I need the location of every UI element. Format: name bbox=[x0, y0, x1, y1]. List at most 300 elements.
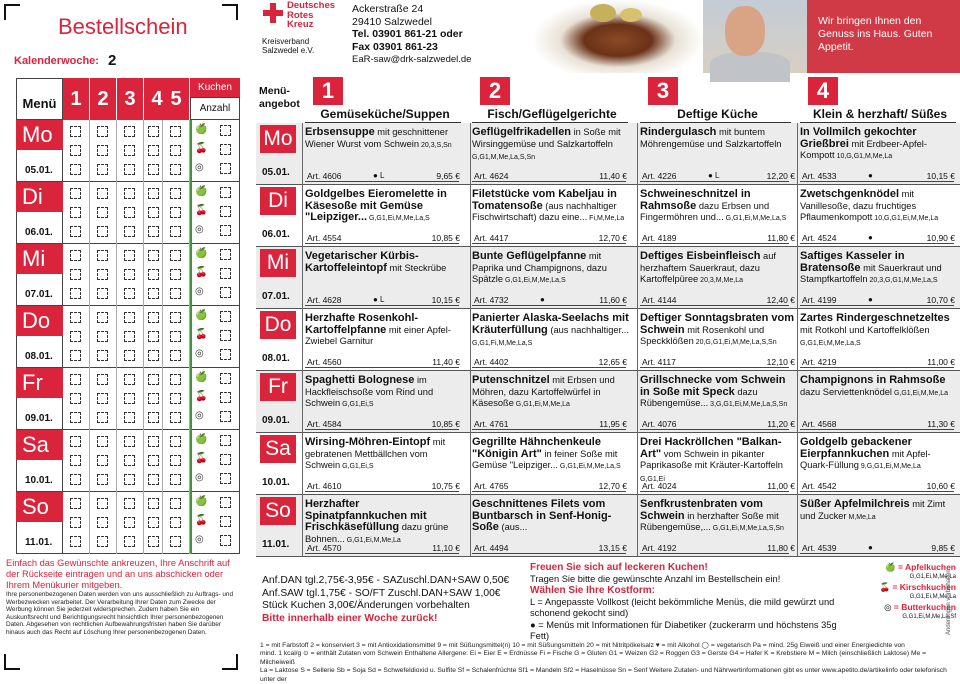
order-checkbox-menu-3[interactable] bbox=[124, 517, 135, 528]
order-checkbox-menu-5[interactable] bbox=[170, 517, 181, 528]
order-checkbox-menu-3[interactable] bbox=[124, 350, 135, 361]
order-checkbox-menu-2[interactable] bbox=[97, 536, 108, 547]
dish[interactable] bbox=[800, 313, 958, 350]
day-label: Mi bbox=[16, 244, 63, 274]
kuchen-quantity-box[interactable] bbox=[220, 473, 231, 484]
crop-mark bbox=[4, 4, 20, 20]
order-checkbox-menu-2[interactable] bbox=[97, 393, 108, 404]
order-checkbox-menu-4[interactable] bbox=[148, 350, 159, 361]
dish-description: auf herzhaftem Sauerkraut, dazu Kartoffelpüree bbox=[640, 251, 776, 284]
dish-name: Grillschnecke vom Schwein in Soße mit Speck bbox=[640, 374, 786, 398]
menu-day-date: 05.01. bbox=[262, 167, 290, 178]
dish-description: mit Sauerkraut und Stampfkartoffeln bbox=[800, 262, 942, 284]
dish-allergens: 20,G,G1,Ei,M,Me,La,S,Sn bbox=[693, 339, 777, 346]
order-checkbox-menu-3[interactable] bbox=[124, 536, 135, 547]
form-title: Bestellschein bbox=[58, 14, 188, 39]
menu-day-label: Sa bbox=[260, 435, 296, 463]
column-title-4: Klein & herzhaft/ Süßes bbox=[812, 107, 948, 121]
diet-marker: ● bbox=[868, 233, 873, 242]
dish-description: im Hackfleischsoße vom Rind und Schwein bbox=[305, 375, 434, 408]
article-number: Art. 4554 bbox=[307, 233, 342, 243]
dish-price: 12,40 € bbox=[766, 295, 795, 305]
price-underline bbox=[305, 429, 459, 430]
order-checkbox-menu-4[interactable] bbox=[148, 517, 159, 528]
order-checkbox-menu-3[interactable] bbox=[124, 164, 135, 175]
column-separator bbox=[470, 495, 471, 557]
dish[interactable] bbox=[800, 499, 958, 523]
contact-address: Ackerstraße 24 29410 Salzwedel Tel. 03901 861-21 oder Fax 03901 861-23 bbox=[352, 3, 463, 53]
column-number-3: 3 bbox=[648, 77, 678, 105]
price-underline bbox=[800, 181, 954, 182]
column-number-4: 4 bbox=[808, 77, 838, 105]
dish-price: 10,15 € bbox=[926, 171, 955, 181]
price-underline bbox=[640, 429, 789, 430]
dish-price: 11,40 € bbox=[599, 171, 627, 181]
dish-price: 12,70 € bbox=[598, 481, 627, 491]
kuchen-quantity-box[interactable] bbox=[220, 497, 231, 508]
dish-name: Zartes Rindergeschnetzeltes bbox=[800, 312, 950, 324]
dish-allergens: G,G1,Ei,M,Me,La bbox=[892, 389, 949, 397]
dish[interactable] bbox=[800, 437, 958, 473]
order-checkbox-menu-2[interactable] bbox=[97, 374, 108, 385]
order-checkbox-menu-2[interactable] bbox=[97, 312, 108, 323]
article-number: Art. 4732 bbox=[474, 295, 509, 305]
day-label: So bbox=[16, 492, 63, 522]
order-checkbox-menu-1[interactable] bbox=[70, 517, 81, 528]
price-underline bbox=[472, 305, 626, 306]
order-checkbox-menu-5[interactable] bbox=[170, 207, 181, 218]
order-checkbox-menu-2[interactable] bbox=[97, 226, 108, 237]
dish-name: Gegrillte Hähnchenkeule "Königin Art" bbox=[472, 436, 601, 460]
dish[interactable] bbox=[472, 313, 630, 350]
dish[interactable] bbox=[640, 189, 798, 225]
order-checkbox-menu-2[interactable] bbox=[97, 455, 108, 466]
kuchen-quantity-box[interactable] bbox=[220, 411, 231, 422]
day-label: Di bbox=[16, 182, 63, 212]
article-number: Art. 4584 bbox=[307, 419, 342, 429]
menu-day-date: 11.01. bbox=[262, 539, 290, 550]
dish[interactable] bbox=[640, 127, 798, 151]
menu-day-label: Mi bbox=[260, 249, 296, 277]
apple-icon: 🍏 bbox=[195, 496, 208, 507]
order-checkbox-menu-5[interactable] bbox=[170, 269, 181, 280]
column-number-1: 1 bbox=[313, 77, 343, 105]
order-checkbox-menu-2[interactable] bbox=[97, 436, 108, 447]
dish[interactable] bbox=[640, 313, 798, 349]
price-underline bbox=[472, 553, 626, 554]
article-number: Art. 4610 bbox=[307, 481, 342, 491]
day-label: Do bbox=[16, 306, 63, 336]
kuchen-quantity-box[interactable] bbox=[220, 349, 231, 360]
order-checkbox-menu-2[interactable] bbox=[97, 188, 108, 199]
org-name: Deutsches Rotes Kreuz bbox=[287, 0, 336, 30]
dish[interactable] bbox=[305, 189, 463, 225]
article-number: Art. 4560 bbox=[307, 357, 342, 367]
calendar-week-value[interactable]: 2 bbox=[108, 52, 117, 69]
order-checkbox-menu-5[interactable] bbox=[170, 188, 181, 199]
dish[interactable] bbox=[305, 251, 463, 275]
dish-price: 12,20 € bbox=[766, 171, 795, 181]
order-checkbox-menu-1[interactable] bbox=[70, 536, 81, 547]
column-separator bbox=[302, 247, 303, 309]
order-checkbox-menu-3[interactable] bbox=[124, 498, 135, 509]
order-checkbox-menu-2[interactable] bbox=[97, 164, 108, 175]
order-checkbox-menu-5[interactable] bbox=[170, 412, 181, 423]
apple-icon: 🍏 bbox=[195, 186, 208, 197]
dish-description: (aus nachhaltiger... bbox=[547, 324, 629, 335]
dish[interactable] bbox=[305, 127, 463, 151]
order-checkbox-menu-2[interactable] bbox=[97, 269, 108, 280]
article-number: Art. 4542 bbox=[802, 481, 837, 491]
dish-price: 9,85 € bbox=[931, 543, 955, 553]
dish-name: Wirsing-Möhren-Eintopf bbox=[305, 436, 431, 448]
menu-number-5: 5 bbox=[163, 78, 190, 120]
order-checkbox-menu-4[interactable] bbox=[148, 331, 159, 342]
dish-price: 11,80 € bbox=[767, 543, 795, 553]
order-checkbox-menu-2[interactable] bbox=[97, 288, 108, 299]
price-underline bbox=[640, 491, 789, 492]
dish[interactable] bbox=[800, 189, 958, 225]
order-checkbox-menu-5[interactable] bbox=[170, 536, 181, 547]
order-checkbox-menu-3[interactable] bbox=[124, 250, 135, 261]
order-checkbox-menu-1[interactable] bbox=[70, 226, 81, 237]
order-checkbox-menu-4[interactable] bbox=[148, 288, 159, 299]
order-checkbox-menu-5[interactable] bbox=[170, 288, 181, 299]
column-number-2: 2 bbox=[480, 77, 510, 105]
order-checkbox-menu-2[interactable] bbox=[97, 474, 108, 485]
price-underline bbox=[472, 491, 626, 492]
order-checkbox-menu-3[interactable] bbox=[124, 288, 135, 299]
anzahl-header: Anzahl bbox=[190, 97, 240, 120]
order-checkbox-menu-3[interactable] bbox=[124, 126, 135, 137]
menu-day-date: 07.01. bbox=[262, 291, 290, 302]
cherry-icon: 🍒 bbox=[195, 205, 208, 216]
kostform-info: Freuen Sie sich auf leckeren Kuchen! Tragen Sie bitte die gewünschte Anzahl im Bestellschein ein! Wählen Sie Ihre Kostform: L = Angepasste Vollkost (leicht bekömmliche Menüs, die mild gewürzt und schonend gekocht sind) ● = Menüs mit Informationen für Diabetiker (zuckerarm und höchstens 35g Fett) bbox=[530, 562, 837, 641]
column-separator bbox=[302, 371, 303, 433]
order-checkbox-menu-3[interactable] bbox=[124, 331, 135, 342]
order-checkbox-menu-3[interactable] bbox=[124, 188, 135, 199]
dish-description: dazu Serviettenknödel bbox=[800, 386, 892, 397]
day-date: 05.01. bbox=[16, 150, 63, 182]
order-checkbox-menu-4[interactable] bbox=[148, 250, 159, 261]
dish-name: Vegetarischer Kürbis-Kartoffeleintopf bbox=[305, 250, 419, 274]
order-checkbox-menu-5[interactable] bbox=[170, 126, 181, 137]
dish-allergens: G,G1,Ei,M,Me,La,S,Sn bbox=[710, 525, 784, 532]
dish[interactable] bbox=[472, 189, 630, 225]
order-checkbox-menu-5[interactable] bbox=[170, 350, 181, 361]
order-checkbox-menu-1[interactable] bbox=[70, 126, 81, 137]
kuchen-quantity-box[interactable] bbox=[220, 373, 231, 384]
order-checkbox-menu-2[interactable] bbox=[97, 331, 108, 342]
diet-marker: ● bbox=[868, 543, 873, 552]
order-checkbox-menu-1[interactable] bbox=[70, 164, 81, 175]
column-separator bbox=[302, 495, 303, 557]
dish[interactable] bbox=[472, 437, 630, 473]
order-checkbox-menu-5[interactable] bbox=[170, 250, 181, 261]
order-checkbox-menu-4[interactable] bbox=[148, 126, 159, 137]
dish-price: 11,80 € bbox=[767, 233, 795, 243]
price-underline bbox=[305, 305, 459, 306]
dish-price: 10,60 € bbox=[926, 481, 955, 491]
dish[interactable] bbox=[472, 127, 630, 164]
cherry-icon: 🍒 bbox=[879, 582, 891, 592]
kuchen-quantity-box[interactable] bbox=[220, 268, 231, 279]
order-checkbox-menu-2[interactable] bbox=[97, 207, 108, 218]
order-checkbox-menu-2[interactable] bbox=[97, 498, 108, 509]
order-checkbox-menu-4[interactable] bbox=[148, 269, 159, 280]
order-checkbox-menu-1[interactable] bbox=[70, 269, 81, 280]
order-checkbox-menu-5[interactable] bbox=[170, 393, 181, 404]
order-checkbox-menu-2[interactable] bbox=[97, 412, 108, 423]
dish-allergens: G,G1,Ei,M,Me,La,S bbox=[557, 463, 621, 470]
order-checkbox-menu-2[interactable] bbox=[97, 517, 108, 528]
order-checkbox-menu-3[interactable] bbox=[124, 412, 135, 423]
column-separator bbox=[637, 185, 638, 247]
order-checkbox-menu-4[interactable] bbox=[148, 412, 159, 423]
dish-allergens: 10,G,G1,Ei,M,Me,La bbox=[872, 215, 939, 222]
dish-name: Deftiges Eisbeinfleisch bbox=[640, 250, 761, 262]
dish-name: Putenschnitzel bbox=[472, 374, 550, 386]
article-number: Art. 4117 bbox=[642, 357, 676, 367]
price-underline bbox=[640, 305, 789, 306]
column-title-1: Gemüseküche/Suppen bbox=[320, 107, 450, 121]
order-checkbox-menu-1[interactable] bbox=[70, 331, 81, 342]
kuchen-quantity-box[interactable] bbox=[220, 454, 231, 465]
dish-allergens: G,G1,Ei,M,Me,La bbox=[513, 401, 570, 408]
column-separator bbox=[470, 433, 471, 495]
dish-allergens: 9,G,G1,Ei,M,Me,La bbox=[858, 463, 921, 470]
price-underline bbox=[640, 367, 789, 368]
diet-marker: ● L bbox=[708, 171, 720, 180]
price-underline bbox=[800, 367, 954, 368]
dish-allergens: G,G1,Ei,S bbox=[340, 463, 374, 470]
dish-description: (aus nachhaltiger Fischwirtschaft) dazu eine... bbox=[472, 200, 617, 222]
kuchen-quantity-box[interactable] bbox=[220, 144, 231, 155]
column-separator bbox=[470, 185, 471, 247]
order-checkbox-menu-5[interactable] bbox=[170, 312, 181, 323]
price-underline bbox=[640, 553, 789, 554]
order-checkbox-menu-4[interactable] bbox=[148, 312, 159, 323]
order-checkbox-menu-1[interactable] bbox=[70, 412, 81, 423]
dish[interactable] bbox=[640, 437, 798, 485]
dish-name: Filetstücke vom Kabeljau in Tomatensoße bbox=[472, 188, 617, 212]
order-checkbox-menu-4[interactable] bbox=[148, 498, 159, 509]
dish[interactable] bbox=[472, 499, 630, 535]
order-checkbox-menu-1[interactable] bbox=[70, 455, 81, 466]
order-checkbox-menu-1[interactable] bbox=[70, 350, 81, 361]
dish[interactable] bbox=[640, 251, 798, 287]
order-checkbox-menu-5[interactable] bbox=[170, 455, 181, 466]
order-checkbox-menu-2[interactable] bbox=[97, 145, 108, 156]
cherry-icon: 🍒 bbox=[195, 453, 208, 464]
order-checkbox-menu-3[interactable] bbox=[124, 374, 135, 385]
dish-price: 11,10 € bbox=[432, 543, 460, 553]
dish[interactable] bbox=[800, 375, 958, 399]
menu-number-2: 2 bbox=[90, 78, 117, 120]
menu-day-label: Mo bbox=[260, 125, 296, 153]
dish[interactable] bbox=[305, 499, 463, 546]
order-checkbox-menu-4[interactable] bbox=[148, 226, 159, 237]
dish-description: mit Erbsen und Möhren, dazu Kartoffelwürfel in Käsesoße bbox=[472, 375, 615, 408]
order-checkbox-menu-5[interactable] bbox=[170, 474, 181, 485]
order-checkbox-menu-1[interactable] bbox=[70, 436, 81, 447]
column-separator bbox=[470, 371, 471, 433]
order-checkbox-menu-4[interactable] bbox=[148, 188, 159, 199]
dish[interactable] bbox=[640, 499, 798, 535]
contact-email[interactable]: EaR-saw@drk-salzwedel.de bbox=[352, 54, 472, 65]
order-checkbox-menu-4[interactable] bbox=[148, 145, 159, 156]
kuchen-quantity-box[interactable] bbox=[220, 125, 231, 136]
order-checkbox-menu-5[interactable] bbox=[170, 498, 181, 509]
dish[interactable] bbox=[472, 251, 630, 287]
dish-description: in herzhafter Soße mit Rübengemüse,... bbox=[640, 510, 779, 532]
kuchen-quantity-box[interactable] bbox=[220, 392, 231, 403]
diet-marker: ● L bbox=[373, 171, 385, 180]
dish-name: Saftiges Kasseler in Bratensoße bbox=[800, 250, 905, 274]
order-checkbox-menu-1[interactable] bbox=[70, 374, 81, 385]
dish-price: 11,20 € bbox=[767, 419, 795, 429]
dish[interactable] bbox=[640, 375, 798, 411]
column-title-2: Fisch/Geflügelgerichte bbox=[487, 107, 617, 121]
kuchen-quantity-box[interactable] bbox=[220, 435, 231, 446]
order-checkbox-menu-3[interactable] bbox=[124, 269, 135, 280]
price-underline bbox=[800, 429, 954, 430]
order-checkbox-menu-3[interactable] bbox=[124, 455, 135, 466]
article-number: Art. 4765 bbox=[474, 481, 509, 491]
menu-number-1: 1 bbox=[63, 78, 90, 120]
column-title-3: Deftige Küche bbox=[677, 107, 758, 121]
order-checkbox-menu-3[interactable] bbox=[124, 226, 135, 237]
kuchen-quantity-box[interactable] bbox=[220, 249, 231, 260]
kuchen-quantity-box[interactable] bbox=[220, 225, 231, 236]
food-photo bbox=[533, 0, 703, 73]
order-checkbox-menu-2[interactable] bbox=[97, 250, 108, 261]
dish[interactable] bbox=[305, 375, 463, 411]
order-checkbox-menu-4[interactable] bbox=[148, 393, 159, 404]
column-separator bbox=[637, 495, 638, 557]
dish[interactable] bbox=[800, 127, 958, 163]
order-checkbox-menu-2[interactable] bbox=[97, 126, 108, 137]
article-number: Art. 4402 bbox=[474, 357, 509, 367]
dish-name: Schweineschnitzel in Rahmsoße bbox=[640, 188, 751, 212]
column-separator bbox=[470, 123, 471, 185]
butter-cake-icon: ◎ bbox=[195, 348, 204, 359]
order-checkbox-menu-4[interactable] bbox=[148, 207, 159, 218]
order-checkbox-menu-5[interactable] bbox=[170, 374, 181, 385]
article-number: Art. 4568 bbox=[802, 419, 837, 429]
order-checkbox-menu-3[interactable] bbox=[124, 436, 135, 447]
dish-description: mit Erdbeer-Apfel-Kompott bbox=[800, 138, 927, 160]
article-number: Art. 4624 bbox=[474, 171, 509, 181]
order-checkbox-menu-1[interactable] bbox=[70, 474, 81, 485]
order-checkbox-menu-3[interactable] bbox=[124, 393, 135, 404]
order-checkbox-menu-2[interactable] bbox=[97, 350, 108, 361]
order-checkbox-menu-1[interactable] bbox=[70, 250, 81, 261]
dish-description: (aus... bbox=[498, 522, 528, 532]
dish-description: mit geschnittener Wiener Wurst vom Schwein bbox=[305, 127, 449, 149]
dish-name: In Vollmilch gekochter Grießbrei bbox=[800, 126, 917, 150]
dish-name: Deftiger Sonntagsbraten vom Schwein bbox=[640, 312, 795, 336]
menu-day-date: 08.01. bbox=[262, 353, 290, 364]
dish[interactable] bbox=[305, 437, 463, 473]
menu-day-label: Fr bbox=[260, 373, 296, 401]
order-instructions: Einfach das Gewünschte ankreuzen, Ihre Anschrift auf der Rückseite eintragen und an uns abschicken oder Ihrem Menükurier mitgeben. bbox=[6, 558, 230, 590]
butter-cake-icon: ◎ bbox=[884, 602, 892, 612]
dish[interactable] bbox=[305, 313, 463, 349]
article-number: Art. 4494 bbox=[474, 543, 509, 553]
column-separator bbox=[302, 433, 303, 495]
order-checkbox-menu-3[interactable] bbox=[124, 207, 135, 218]
order-checkbox-menu-4[interactable] bbox=[148, 536, 159, 547]
order-checkbox-menu-4[interactable] bbox=[148, 374, 159, 385]
dish-name: Panierter Alaska-Seelachs mit Kräuterfüllung bbox=[472, 312, 629, 336]
column-separator bbox=[637, 309, 638, 371]
dish-price: 13,15 € bbox=[598, 543, 627, 553]
article-number: Art. 4539 bbox=[802, 543, 837, 553]
dish-description: dazu Rübengemüse... bbox=[640, 386, 758, 408]
butter-cake-icon: ◎ bbox=[195, 286, 204, 297]
order-checkbox-menu-4[interactable] bbox=[148, 474, 159, 485]
order-checkbox-menu-5[interactable] bbox=[170, 436, 181, 447]
kuchen-quantity-box[interactable] bbox=[220, 287, 231, 298]
dish-price: 9,65 € bbox=[436, 171, 460, 181]
dish-price: 11,30 € bbox=[927, 419, 955, 429]
order-checkbox-menu-1[interactable] bbox=[70, 188, 81, 199]
dish-name: Erbsensuppe bbox=[305, 126, 375, 138]
menu-day-date: 06.01. bbox=[262, 229, 290, 240]
order-checkbox-menu-5[interactable] bbox=[170, 164, 181, 175]
column-separator bbox=[637, 123, 638, 185]
diet-marker: ● bbox=[540, 295, 545, 304]
article-number: Art. 4192 bbox=[642, 543, 677, 553]
dish[interactable] bbox=[800, 251, 958, 287]
day-label: Mo bbox=[16, 120, 63, 150]
order-checkbox-menu-1[interactable] bbox=[70, 312, 81, 323]
kuchen-quantity-box[interactable] bbox=[220, 187, 231, 198]
kuchen-quantity-box[interactable] bbox=[220, 516, 231, 527]
order-checkbox-menu-1[interactable] bbox=[70, 498, 81, 509]
kuchen-quantity-box[interactable] bbox=[220, 311, 231, 322]
order-checkbox-menu-3[interactable] bbox=[124, 312, 135, 323]
order-checkbox-menu-1[interactable] bbox=[70, 288, 81, 299]
order-checkbox-menu-1[interactable] bbox=[70, 207, 81, 218]
allergen-footer: 1 = mit Farbstoff 2 = konserviert 3 = mit Antioxidationsmittel 9 = mit Süßungsmittel(n) 10 = mit Süßungsmitteln 20 = mit Nitritpökelsalz ♥ = mit Alkohol ◯ = vegetarisch Pa = mind. 25g Eiweiß und einer Energiedichte von mind. 1 kcal/g ⊙ = enthält Zutaten vom Schwein Enthaltene Allergene: Ei = Eier E = Erdnüsse Fi = Fische G = Gluten G1 = Weizen G2 = Roggen G3 = Gerste G4 = Hafer K = Krebstiere M = Milch (einschließlich Laktose) Me = Milcheiweiß La = Laktose S = Sellerie Sb = Soja Sd = Schwefeldioxid u. Sulfite Sf = Schalenfrüchte Sf1 = Mandeln Sf2 = Haselnüsse Sn = Senf Weitere Zutaten- und Nährwertinformationen gibt es unter www.apetito.de/artikelinfo oder telefonisch unter der bbox=[260, 642, 947, 683]
order-checkbox-menu-5[interactable] bbox=[170, 145, 181, 156]
order-checkbox-menu-4[interactable] bbox=[148, 436, 159, 447]
order-checkbox-menu-4[interactable] bbox=[148, 455, 159, 466]
pricing-info: Anf.DAN tgl.2,75€-3,95€ - SAZuschl.DAN+SAW 0,50€ Anf.SAW tgl.1,75€ - SO/FT Zuschl.DAN+SAW 1,00€ Stück Kuchen 3,00€/Änderungen vorbehalten Bitte innerhalb einer Woche zurück! bbox=[262, 575, 510, 624]
crop-mark bbox=[4, 654, 20, 670]
order-checkbox-menu-1[interactable] bbox=[70, 145, 81, 156]
kuchen-quantity-box[interactable] bbox=[220, 163, 231, 174]
kuchen-quantity-box[interactable] bbox=[220, 206, 231, 217]
order-checkbox-menu-1[interactable] bbox=[70, 393, 81, 404]
dish-price: 10,90 € bbox=[926, 233, 955, 243]
dish-name: Drei Hackröllchen "Balkan-Art" bbox=[640, 436, 782, 460]
dish-price: 12,65 € bbox=[598, 357, 627, 367]
butter-cake-icon: ◎ bbox=[195, 224, 204, 235]
kuchen-quantity-box[interactable] bbox=[220, 535, 231, 546]
column-separator bbox=[470, 247, 471, 309]
kuchen-quantity-box[interactable] bbox=[220, 330, 231, 341]
order-checkbox-menu-4[interactable] bbox=[148, 164, 159, 175]
order-checkbox-menu-5[interactable] bbox=[170, 226, 181, 237]
order-checkbox-menu-3[interactable] bbox=[124, 145, 135, 156]
order-checkbox-menu-3[interactable] bbox=[124, 474, 135, 485]
dish-allergens: G,G1,Ei,M,Me,La,S bbox=[367, 215, 430, 222]
dish[interactable] bbox=[472, 375, 630, 411]
order-checkbox-menu-5[interactable] bbox=[170, 331, 181, 342]
